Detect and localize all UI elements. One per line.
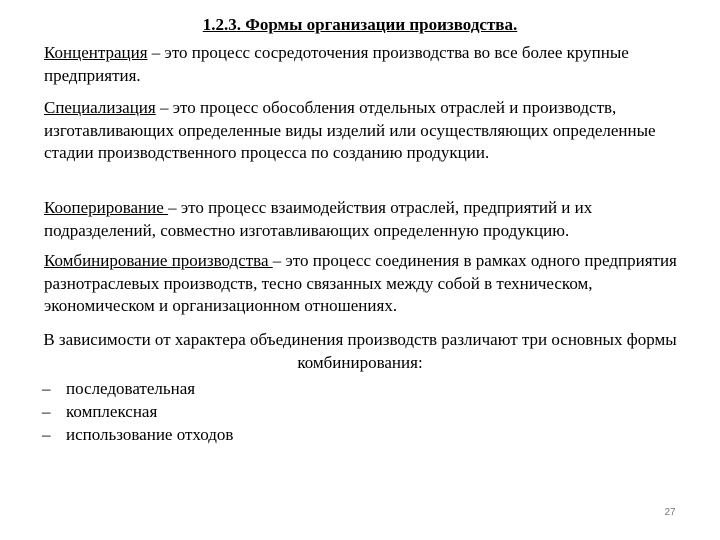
term-concentration: Концентрация (44, 43, 148, 62)
list-item (40, 400, 233, 423)
paragraph-cooperation (44, 197, 694, 242)
term-specialization: Специализация (44, 98, 156, 117)
term-combining: Комбинирование производства (44, 251, 273, 270)
list-item-text: последовательная (66, 379, 196, 398)
definition-concentration: – это процесс сосредоточения производства во все более крупные предприятия. (44, 43, 629, 85)
definition-combining: – это процесс соединения в рамках одного предприятия разнотраслевых производств, тесно связанных между собой в техническом, экономическом и организационном отношениях. (44, 251, 677, 315)
dash-bullet: – (42, 402, 51, 421)
page-title-text: 1.2.3. Формы организации производства. (202, 15, 518, 34)
summary-paragraph: В зависимости от характера объединения производств различают три основных формы комбинирования: (43, 330, 677, 372)
definition-specialization: – это процесс обособления отдельных отраслей и производств, изготавливающих определенные виды изделий или осуществляющих определенные стадии производственного процесса по созданию продукции. (44, 98, 656, 162)
dash-bullet: – (42, 379, 51, 398)
dash-bullet: – (42, 425, 51, 444)
paragraph-combining (44, 250, 694, 318)
list-item (40, 423, 233, 446)
page-title (0, 14, 720, 36)
term-cooperation: Кооперирование (44, 198, 169, 217)
definition-cooperation: – это процесс взаимодействия отраслей, предприятий и их подразделений, совместно изготавливающих определенную продукцию. (44, 198, 593, 240)
paragraph-specialization (44, 97, 694, 165)
paragraph-concentration (44, 42, 694, 87)
list-item-text: комплексная (66, 402, 158, 421)
list-item (40, 377, 233, 400)
combining-forms-list (40, 377, 233, 446)
page-number: 27 (664, 507, 676, 518)
list-item-text: использование отходов (66, 425, 234, 444)
